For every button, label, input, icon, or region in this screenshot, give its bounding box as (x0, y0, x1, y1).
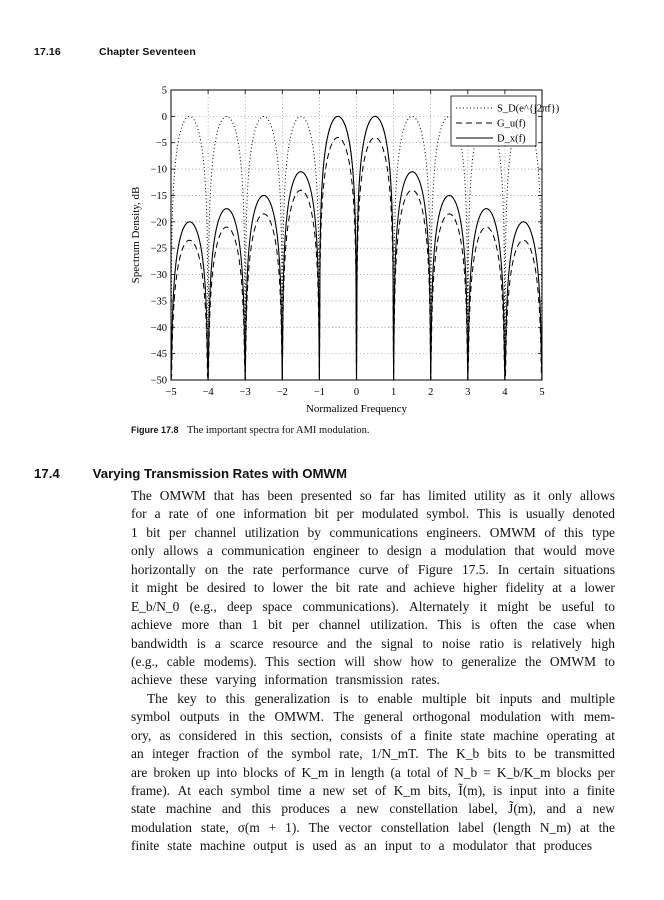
y-tick-label: −50 (150, 375, 167, 387)
text-line: ory, as considered in this section, consists of a finite state machine operating at (131, 727, 615, 743)
legend-label: S_D(e^{j2πf}) (497, 103, 560, 115)
text-line: achieve these varying information transmission rates. (131, 672, 440, 688)
y-tick-label: −45 (150, 349, 167, 361)
y-tick-label: −15 (150, 190, 167, 202)
text-line: for a rate of one information bit per modulated symbol. This is usually denoted (131, 506, 615, 522)
x-tick-label: 2 (428, 387, 434, 398)
y-tick-label: −35 (150, 296, 167, 308)
body-text (131, 487, 615, 856)
text-line: modulation state, σ(m + 1). The vector constellation label (length N_m) at the (131, 819, 615, 835)
x-tick-label: 5 (539, 387, 545, 398)
x-tick-label: −5 (165, 387, 177, 398)
x-tick-label: 3 (465, 387, 471, 398)
y-tick-label: −25 (150, 243, 167, 255)
y-tick-label: −30 (150, 270, 167, 282)
text-line: E_b/N_0 (e.g., deep space communications). Alternately it might be useful to (131, 598, 615, 614)
section-heading (34, 466, 347, 481)
y-tick-label: −40 (150, 322, 167, 334)
legend-label: G_u(f) (497, 118, 526, 130)
text-line: finite state machine output is used as an input to a modulator that produces (131, 838, 593, 854)
page-number: 17.16 (34, 46, 61, 58)
y-tick-label: 5 (161, 85, 167, 97)
x-tick-label: −4 (202, 387, 214, 398)
figure-label: Figure 17.8 (131, 425, 179, 435)
text-line: achieve more than 1 bit per channel utilization. This is often the case when (131, 617, 615, 633)
chapter-title: Chapter Seventeen (99, 46, 196, 58)
chart-legend (451, 96, 560, 146)
x-tick-label: 0 (353, 387, 360, 398)
legend-label: D_x(f) (497, 133, 526, 145)
x-axis-label: Normalized Frequency (305, 403, 408, 415)
text-line: symbol outputs in the OMWM. The general orthogonal modulation with mem- (131, 709, 615, 725)
x-tick-label: −1 (313, 387, 325, 398)
text-line: 1 bit per channel utilization by communications engineers. OMWM of this type (131, 524, 615, 540)
figure-caption-text: The important spectra for AMI modulation. (186, 425, 370, 436)
text-line: bandwidth is a scarce resource and the signal to noise ratio is relatively high (131, 635, 615, 651)
y-tick-label: 0 (161, 111, 167, 123)
x-tick-label: 4 (502, 387, 508, 398)
text-line: The OMWM that has been presented so far has limited utility as it only allows (131, 488, 615, 503)
spectrum-chart (0, 0, 664, 420)
text-line: horizontally on the rate performance curve of Figure 17.5. In certain situations (131, 561, 615, 577)
y-axis-label: Spectrum Density, dB (130, 186, 142, 284)
text-line: The key to this generalization is to enable multiple bit inputs and multiple (147, 690, 615, 706)
figure-caption (131, 425, 370, 436)
x-tick-label: −2 (276, 387, 288, 398)
y-tick-label: −5 (155, 138, 167, 150)
text-line: (e.g., cable modems). This section will show how to generalize the OMWM to (131, 653, 615, 669)
text-line: an integer fraction of the symbol rate, 1/N_mT. The K_b bits to be transmitted (131, 746, 615, 762)
y-tick-label: −20 (150, 217, 167, 229)
section-number: 17.4 (34, 466, 60, 481)
text-line: only allows a communication engineer to design a modulation that would move (131, 543, 615, 559)
text-line: are broken up into blocks of K_m in length (a total of N_b = K_b/K_m blocks per (131, 764, 615, 780)
section-title: Varying Transmission Rates with OMWM (92, 466, 347, 481)
text-line: it might be desired to lower the bit rate and achieve higher fidelity at a lower (131, 580, 615, 596)
y-tick-label: −10 (150, 164, 167, 176)
text-line: state machine and this produces a new constellation label, J̃(m), and a new (131, 801, 615, 817)
x-tick-label: −3 (239, 387, 251, 398)
x-tick-label: 1 (390, 387, 397, 398)
text-line: frame). At each symbol time a new set of K_m bits, Ĩ(m), is input into a finite (131, 783, 615, 798)
